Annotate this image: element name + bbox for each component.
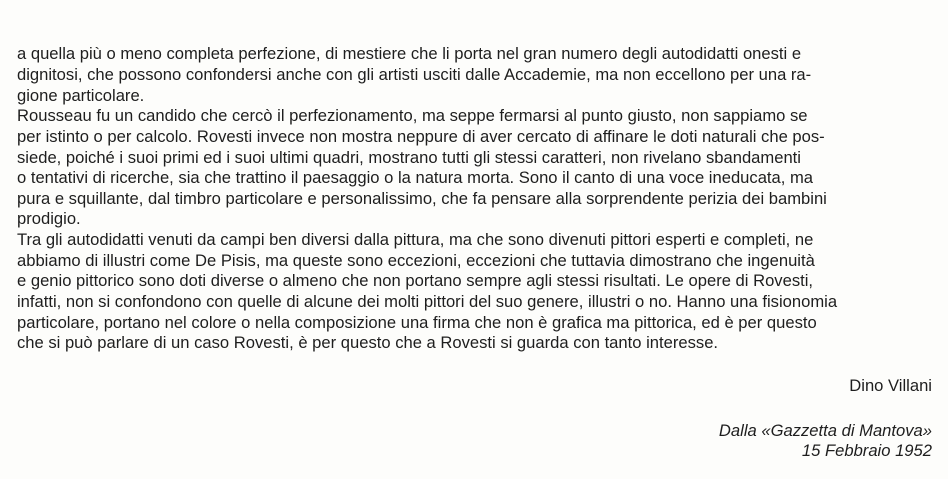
author-signature: Dino Villani <box>849 376 932 395</box>
body-line: prodigio. <box>17 209 81 228</box>
body-line: per istinto o per calcolo. Rovesti invece non mostra neppure di aver cercato di affinare le doti naturali che pos- <box>17 127 825 146</box>
body-line: e genio pittorico sono doti diverse o almeno che non portano sempre agli stessi risultati. Le opere di Rovesti, <box>17 271 814 290</box>
publication-date: 15 Febbraio 1952 <box>801 441 932 460</box>
body-line: particolare, portano nel colore o nella composizione una firma che non è grafica ma pittorica, ed è per questo <box>17 313 817 332</box>
body-line: Rousseau fu un candido che cercò il perfezionamento, ma seppe fermarsi al punto giusto, non sappiamo se <box>17 106 808 125</box>
body-line: Tra gli autodidatti venuti da campi ben diversi dalla pittura, ma che sono divenuti pittori esperti e completi, ne <box>17 230 814 249</box>
body-line: infatti, non si confondono con quelle di alcune dei molti pittori del suo genere, illustri o no. Hanno una fisionomia <box>17 292 838 311</box>
body-line: gione particolare. <box>17 86 145 105</box>
source-citation: Dalla «Gazzetta di Mantova» <box>718 421 932 440</box>
body-line: pura e squillante, dal timbro particolare e personalissimo, che fa pensare alla sorprendente perizia dei bambini <box>17 189 827 208</box>
body-line: che si può parlare di un caso Rovesti, è per questo che a Rovesti si guarda con tanto interesse. <box>17 333 719 352</box>
body-line: o tentativi di ricerche, sia che trattino il paesaggio o la natura morta. Sono il canto di una voce ineducata, ma <box>17 168 814 187</box>
body-line: siede, poiché i suoi primi ed i suoi ultimi quadri, mostrano tutti gli stessi caratteri, non rivelano sbandamenti <box>17 148 801 167</box>
body-line: dignitosi, che possono confondersi anche con gli artisti usciti dalle Accademie, ma non eccellono per una ra- <box>17 65 812 84</box>
body-line: abbiamo di illustri come De Pisis, ma queste sono eccezioni, eccezioni che tuttavia dimostrano che ingenuità <box>17 251 815 270</box>
body-line: a quella più o meno completa perfezione, di mestiere che li porta nel gran numero degli autodidatti onesti e <box>17 44 802 63</box>
